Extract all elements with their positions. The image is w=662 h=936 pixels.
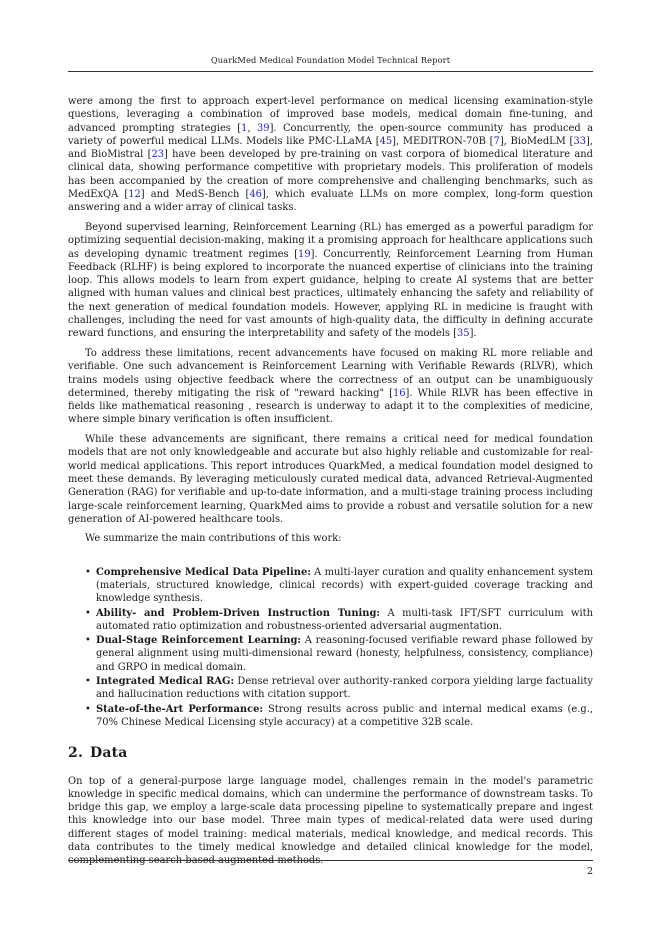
text-run: ]. Concurrently, Reinforcement Learning from Human Feedback (RLHF) is being explored to incorporate the nuanced expertise of clinicians into the training loop. This allows models to learn from expert guidance, helping to create AI systems that are better aligned with human values and clinical best practices, ultimately enhancing the safety and reliability of the next generation of medical foundation models. However, applying RL in medicine is fraught with challenges, including the need for vast amounts of high-quality data, the difficulty in defining accurate reward functions, and ensuring the interpretability and safety of the models [ — [68, 248, 593, 340]
section-number: 2. — [68, 745, 84, 762]
running-header: QuarkMed Medical Foundation Model Technical Report — [210, 55, 451, 65]
section-paragraph: On top of a general-purpose large language model, challenges remain in the model's parametric knowledge in specific medical domains, which can undermine the performance of downstream tasks. To bridge this gap, we employ a large-scale data processing pipeline to systematically prepare and ingest this knowledge into our base model. Three main types of medical-related data were used during different stages of model training: medical materials, medical knowledge, and medical records. This data contributes to the timely medical knowledge and detailed clinical knowledge for the model, complementing search-based augmented methods. — [68, 775, 593, 867]
list-item-heading: State-of-the-Art Performance: — [96, 703, 264, 715]
contributions-list — [68, 566, 593, 730]
text-run: ], which evaluate LLMs on more complex, long-form question answering and a wider array of clinical tasks. — [68, 189, 593, 214]
list-item-text: Strong results across public and internal medical exams (e.g., 70% Chinese Medical Licensing style accuracy) at a competitive 32B scale. — [96, 703, 593, 728]
citation-link[interactable]: 46 — [249, 189, 262, 201]
list-item-heading: Dual-Stage Reinforcement Learning: — [96, 635, 302, 647]
text-run: ], and BioMistral [ — [68, 135, 593, 161]
text-run: , — [247, 122, 257, 134]
list-item-heading: Comprehensive Medical Data Pipeline: — [96, 566, 311, 578]
text-run: ]. While RLVR has been effective in fields like mathematical reasoning , research is underway to adapt it to the complexities of medicine, where simple binary verification is often insufficient. — [68, 387, 593, 426]
citation-link[interactable]: 35 — [456, 328, 470, 340]
page-body — [68, 95, 593, 874]
page-number: 2 — [586, 866, 593, 877]
section-title: Data — [90, 745, 128, 762]
citation-link[interactable]: 1 — [241, 122, 248, 134]
paragraph-5: We summarize the main contributions of this work: — [85, 533, 342, 545]
list-item-heading: Integrated Medical RAG: — [96, 676, 235, 688]
list-item — [68, 703, 593, 730]
footer-rule — [68, 860, 593, 861]
list-item-heading: Ability- and Problem-Driven Instruction Tuning: — [96, 607, 381, 619]
citation-link[interactable]: 19 — [298, 248, 311, 260]
bullet-icon: • — [85, 703, 91, 715]
list-item-text: A reasoning-focused verifiable reward phase followed by general alignment using multi-dimensional reward (honesty, helpfulness, consistency, compliance) and GRPO in medical domain. — [96, 635, 593, 673]
list-item-text: A multi-task IFT/SFT curriculum with automated ratio optimization and robustness-oriented adversarial augmentation. — [96, 607, 593, 632]
bullet-icon: • — [85, 607, 91, 619]
text-run: ]. Concurrently, the open-source community has produced a variety of powerful medical LLMs. Models like PMC-LLaMA [ — [68, 122, 594, 147]
paragraph-3 — [68, 347, 593, 427]
text-run: Beyond supervised learning, Reinforcement Learning (RL) has emerged as a powerful paradigm for optimizing sequential decision-making, making it a promising approach for healthcare applications such as developing dynamic treatment regimes [ — [68, 221, 593, 260]
text-run: To address these limitations, recent advancements have focused on making RL more reliable and verifiable. One such advancement is Reinforcement Learning with Verifiable Rewards (RLVR), which trains models using objective feedback where the correctness of an output can be unambiguously determined, thereby mitigating the risk of "reward hacking" [ — [68, 347, 593, 399]
citation-link[interactable]: 7 — [493, 135, 500, 147]
text-run: ] and MedS-Bench [ — [140, 189, 250, 201]
section-heading — [68, 747, 593, 760]
citation-link[interactable]: 16 — [392, 387, 406, 399]
text-run: ], MEDITRON-70B [ — [392, 135, 494, 147]
citation-link[interactable]: 12 — [128, 189, 141, 201]
citation-link[interactable]: 45 — [379, 135, 393, 147]
citation-link[interactable]: 39 — [257, 122, 270, 134]
text-run: ], BioMedLM [ — [499, 135, 574, 147]
text-run: were among the first to approach expert-level performance on medical licensing examination-style questions, leveraging a combination of improved base models, medical domain fine-tuning, and advanced prompting strategies [ — [68, 96, 593, 134]
list-item-text: A multi-layer curation and quality enhancement system (materials, structured knowledge, clinical records) with expert-guided coverage tracking and knowledge synthesis. — [96, 566, 593, 605]
text-run: ]. — [469, 328, 477, 340]
list-item — [68, 675, 593, 702]
bullet-icon: • — [85, 566, 91, 578]
list-item — [68, 634, 593, 674]
paragraph-1 — [68, 95, 593, 215]
paragraph-2 — [68, 221, 593, 341]
bullet-icon: • — [85, 676, 91, 688]
list-item — [68, 607, 593, 634]
list-item-text: Dense retrieval over authority-ranked corpora yielding large factuality and hallucination reductions with citation support. — [96, 676, 593, 701]
bullet-icon: • — [85, 635, 91, 647]
citation-link[interactable]: 23 — [151, 149, 165, 161]
header-rule — [68, 71, 593, 72]
paragraph-4: While these advancements are significant, there remains a critical need for medical foundation models that are not only knowledgeable and accurate but also highly reliable and customizable for real-world medical applications. This report introduces QuarkMed, a medical foundation model designed to meet these demands. By leveraging meticulously curated medical data, advanced Retrieval-Augmented Generation (RAG) for verifiable and up-to-date information, and a multi-stage training process including large-scale reinforcement learning, QuarkMed aims to provide a robust and versatile solution for a new generation of AI-powered healthcare tools. — [68, 434, 593, 525]
list-item — [68, 566, 593, 606]
text-run: ] have been developed by pre-training on vast corpora of biomedical literature and clinical data, showing performance competitive with proprietary models. This proliferation of models has been accompanied by the creation of more comprehensive and challenging benchmarks, such as MedExQA [ — [68, 149, 593, 201]
citation-link[interactable]: 33 — [573, 135, 586, 147]
